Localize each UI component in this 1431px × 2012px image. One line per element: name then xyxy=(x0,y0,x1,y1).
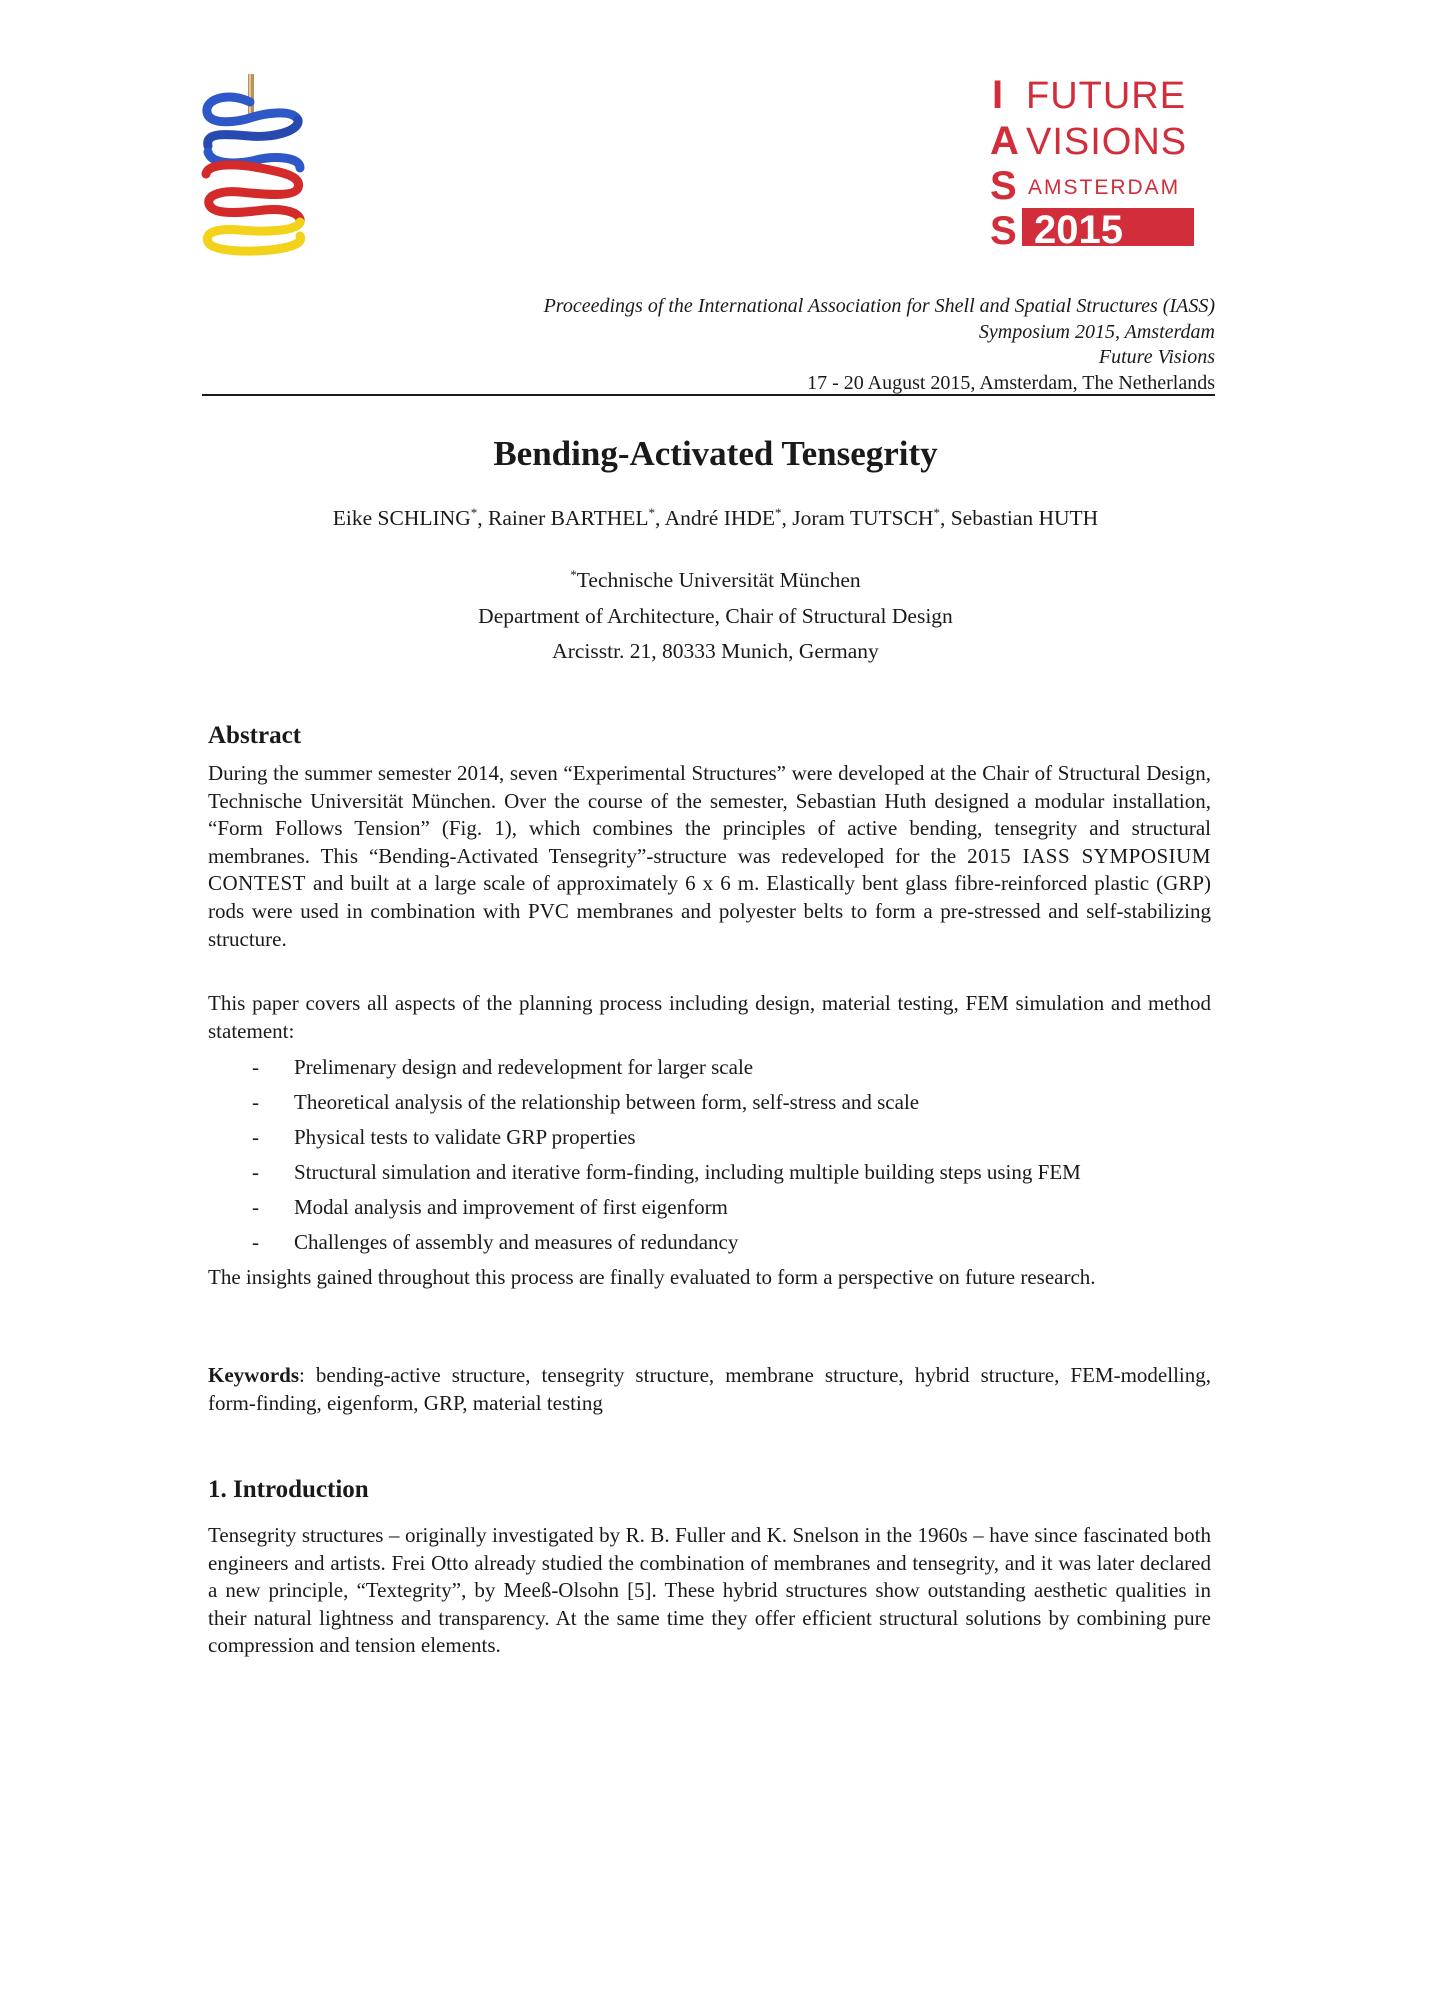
list-item: - Physical tests to validate GRP properties xyxy=(252,1125,636,1149)
logo-amsterdam: AMSTERDAM xyxy=(1028,176,1181,199)
list-item: - Structural simulation and iterative form-finding, including multiple building steps using FEM xyxy=(252,1160,1081,1184)
logo-letter-a: A xyxy=(990,119,1019,163)
proceedings-header xyxy=(202,294,1215,396)
author-name: Eike SCHLING xyxy=(332,506,471,531)
list-item: - Modal analysis and improvement of first eigenform xyxy=(252,1195,728,1219)
logo-letter-s1: S xyxy=(990,164,1017,208)
keywords-text: : bending-active structure, tensegrity structure, membrane structure, hybrid structure, FEM-modelling, form-finding, eigenform, GRP, material testing xyxy=(208,1363,1211,1415)
header-divider xyxy=(202,394,1215,396)
header-line-1: Proceedings of the International Association for Shell and Spatial Structures (IASS) xyxy=(543,295,1215,317)
author-mark: * xyxy=(933,505,940,520)
abstract-paragraph-1 xyxy=(208,760,1211,953)
iass-future-visions-logo xyxy=(990,70,1202,248)
keywords xyxy=(208,1362,1211,1417)
author-mark: * xyxy=(648,505,656,520)
abstract-text: and built at a large scale of approximately 6 x 6 m. Elastically bent glass fibre-reinforced plastic (GRP) rods were used in combination with PVC membranes and polyester belts to form a pre-stressed and self-stabilizing structure. xyxy=(208,871,1211,951)
author-name: Rainer BARTHEL xyxy=(487,506,649,531)
logo-future: FUTURE xyxy=(1026,75,1187,117)
header-line-2: Symposium 2015, Amsterdam xyxy=(978,320,1215,343)
list-item-text: Theoretical analysis of the relationship between form, self-stress and scale xyxy=(294,1090,920,1114)
list-item: - Prelimenary design and redevelopment for larger scale xyxy=(252,1055,754,1079)
abstract-heading: Abstract xyxy=(208,722,302,749)
list-item-text: Challenges of assembly and measures of redundancy xyxy=(294,1230,739,1254)
abstract-text: During the summer semester 2014, seven “Experimental Structures” were developed at the Chair of Structural Design, Technische Universität München. Over the course of the semester, Sebastian Huth designed a modular installation, “Form Follows Tension” (Fig. 1), which combines the principles of active bending, tensegrity and structural membranes. This “Bending-Activated Tensegrity”-structure was redeveloped for the xyxy=(208,761,1211,868)
author-list: Eike SCHLING*, Rainer BARTHEL*, André IHDE*, Joram TUTSCH*, Sebastian HUTH xyxy=(332,505,1099,531)
iass-coil-logo xyxy=(200,72,312,260)
affiliation-mark: * xyxy=(570,567,577,582)
list-item-text: Modal analysis and improvement of first eigenform xyxy=(294,1195,728,1219)
introduction-paragraph-1: Tensegrity structures – originally investigated by R. B. Fuller and K. Snelson in the 1960s – have since fascinated both engineers and artists. Frei Otto already studied the combination of membranes and tensegrity, and it was later declared a new principle, “Textegrity”, by Meeß-Olsohn [5]. These hybrid structures show outstanding aesthetic qualities in their natural lightness and transparency. At the same time they offer efficient structural solutions by combining pure compression and tension elements. xyxy=(208,1523,1211,1658)
keywords-label: Keywords xyxy=(208,1363,299,1387)
logo-letter-i: I xyxy=(992,73,1004,117)
author-mark: * xyxy=(775,505,782,520)
affiliation-address: Arcisstr. 21, 80333 Munich, Germany xyxy=(552,639,879,664)
author-mark: * xyxy=(470,505,478,520)
author-name: Sebastian HUTH xyxy=(950,506,1099,531)
logo-visions: VISIONS xyxy=(1026,121,1188,163)
list-item: - Theoretical analysis of the relationship between form, self-stress and scale xyxy=(252,1090,920,1114)
header-line-3: Future Visions xyxy=(1098,346,1215,368)
abstract-paragraph-3: The insights gained throughout this process are finally evaluated to form a perspective on future research. xyxy=(208,1265,1096,1289)
author-name: André IHDE xyxy=(664,506,776,531)
paper-title: Bending-Activated Tensegrity xyxy=(493,434,938,473)
abstract-paragraph-2: This paper covers all aspects of the planning process including design, material testing, FEM simulation and method statement: xyxy=(208,991,1211,1043)
affiliation-department: Department of Architecture, Chair of Structural Design xyxy=(478,603,953,628)
contest-name: 2015 IASS SYMPOSIUM CONTEST xyxy=(208,843,1211,896)
list-item-text: Physical tests to validate GRP properties xyxy=(294,1125,636,1149)
list-item-text: Prelimenary design and redevelopment for larger scale xyxy=(294,1055,754,1079)
logo-letter-s2: S xyxy=(990,209,1017,248)
affiliation-university: Technische Universität München xyxy=(576,568,861,593)
abstract-bullet-list xyxy=(208,1053,1211,1263)
introduction-heading: 1. Introduction xyxy=(208,1476,369,1503)
author-name: Joram TUTSCH xyxy=(792,506,934,531)
header-date: 17 - 20 August 2015, Amsterdam, The Netherlands xyxy=(807,371,1215,394)
affiliation xyxy=(0,557,1431,670)
list-item-text: Structural simulation and iterative form-finding, including multiple building steps using FEM xyxy=(294,1160,1081,1184)
list-item: - Challenges of assembly and measures of redundancy xyxy=(252,1230,739,1254)
logo-year: 2015 xyxy=(1034,208,1123,248)
